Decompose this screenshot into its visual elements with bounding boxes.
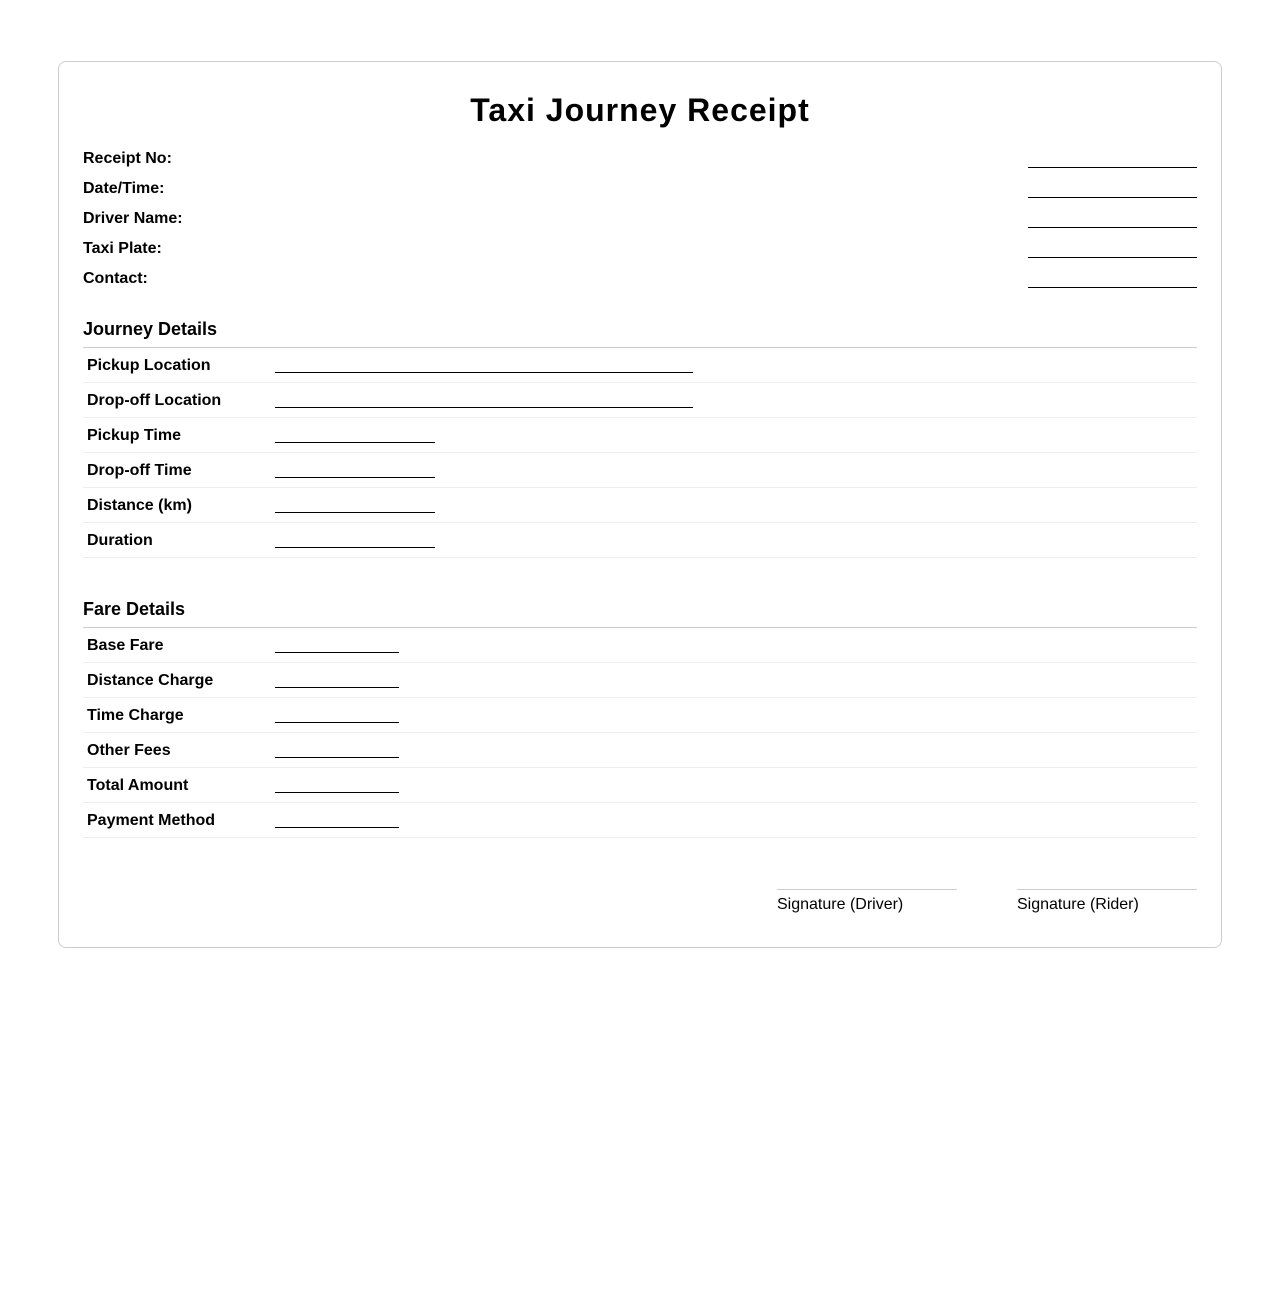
row-label: Drop-off Time bbox=[87, 462, 192, 479]
row-label: Drop-off Location bbox=[87, 392, 222, 409]
info-row bbox=[83, 148, 1197, 178]
info-row bbox=[83, 178, 1197, 208]
table-row bbox=[83, 733, 1197, 768]
dropoff-time-field[interactable] bbox=[275, 477, 435, 478]
info-label: Taxi Plate: bbox=[83, 240, 162, 257]
receipt-no-field[interactable] bbox=[1028, 167, 1197, 168]
receipt-info bbox=[83, 148, 1197, 298]
row-label: Total Amount bbox=[87, 777, 189, 794]
info-row bbox=[83, 268, 1197, 298]
row-label: Time Charge bbox=[87, 707, 184, 724]
driver-name-field[interactable] bbox=[1028, 227, 1197, 228]
receipt-card bbox=[58, 61, 1222, 948]
info-label: Receipt No: bbox=[83, 150, 172, 167]
section-title: Fare Details bbox=[83, 597, 1197, 628]
info-label: Driver Name: bbox=[83, 210, 183, 227]
distance-field[interactable] bbox=[275, 512, 435, 513]
other-fees-field[interactable] bbox=[275, 757, 399, 758]
signature-rider[interactable] bbox=[1017, 889, 1197, 914]
row-label: Distance (km) bbox=[87, 497, 192, 514]
duration-field[interactable] bbox=[275, 547, 435, 548]
table-row bbox=[83, 663, 1197, 698]
row-label: Other Fees bbox=[87, 742, 171, 759]
table-row bbox=[83, 803, 1197, 838]
row-label: Distance Charge bbox=[87, 672, 214, 689]
signature-label: Signature (Driver) bbox=[777, 896, 904, 913]
info-row bbox=[83, 238, 1197, 268]
section-title: Journey Details bbox=[83, 317, 1197, 348]
pickup-location-field[interactable] bbox=[275, 372, 693, 373]
taxi-plate-field[interactable] bbox=[1028, 257, 1197, 258]
payment-method-field[interactable] bbox=[275, 827, 399, 828]
contact-field[interactable] bbox=[1028, 287, 1197, 288]
info-row bbox=[83, 208, 1197, 238]
info-label: Contact: bbox=[83, 270, 148, 287]
row-label: Pickup Location bbox=[87, 357, 211, 374]
signature-label: Signature (Rider) bbox=[1017, 896, 1139, 913]
base-fare-field[interactable] bbox=[275, 652, 399, 653]
info-label: Date/Time: bbox=[83, 180, 165, 197]
total-amount-field[interactable] bbox=[275, 792, 399, 793]
table-row bbox=[83, 453, 1197, 488]
table-row bbox=[83, 348, 1197, 383]
table-row bbox=[83, 523, 1197, 558]
dropoff-location-field[interactable] bbox=[275, 407, 693, 408]
table-row bbox=[83, 768, 1197, 803]
table-row bbox=[83, 628, 1197, 663]
page-title: Taxi Journey Receipt bbox=[470, 92, 810, 128]
row-label: Pickup Time bbox=[87, 427, 181, 444]
time-charge-field[interactable] bbox=[275, 722, 399, 723]
row-label: Payment Method bbox=[87, 812, 216, 829]
datetime-field[interactable] bbox=[1028, 197, 1197, 198]
distance-charge-field[interactable] bbox=[275, 687, 399, 688]
fare-details-section bbox=[83, 597, 1197, 838]
table-row bbox=[83, 698, 1197, 733]
row-label: Base Fare bbox=[87, 637, 164, 654]
table-row bbox=[83, 383, 1197, 418]
table-row bbox=[83, 418, 1197, 453]
pickup-time-field[interactable] bbox=[275, 442, 435, 443]
signature-driver[interactable] bbox=[777, 889, 957, 914]
table-row bbox=[83, 488, 1197, 523]
journey-details-section bbox=[83, 317, 1197, 558]
row-label: Duration bbox=[87, 532, 153, 549]
